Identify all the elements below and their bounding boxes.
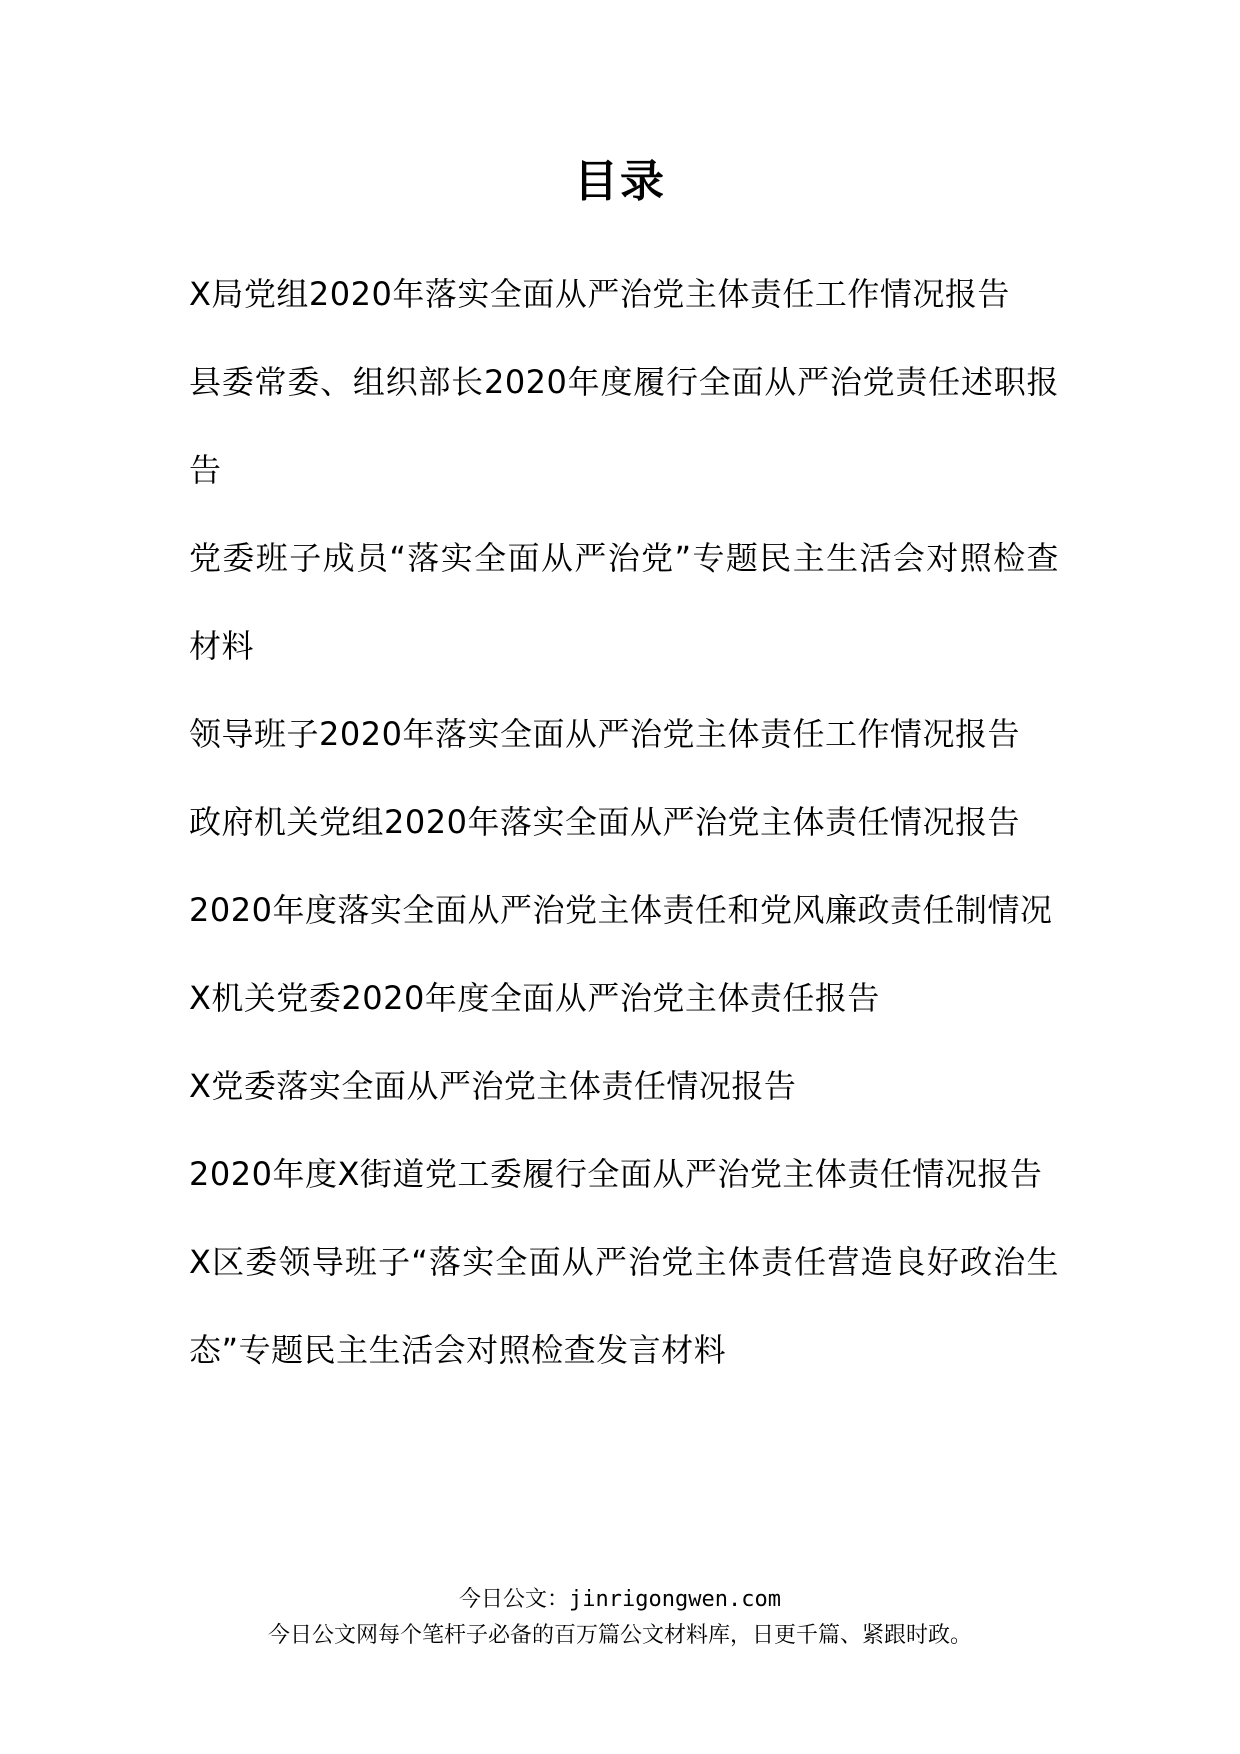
footer-site-label: 今日公文： [459,1587,570,1612]
page-title: 目录 [574,156,666,207]
toc-item[interactable]: 县委常委、组织部长2020年度履行全面从严治党责任述职报告 [189,363,1059,489]
footer-site-line [0,1582,1240,1618]
toc-item[interactable]: X局党组2020年落实全面从严治党主体责任工作情况报告 [189,275,1010,313]
toc-item[interactable]: 2020年度落实全面从严治党主体责任和党风廉政责任制情况 [189,891,1053,929]
footer [0,1582,1240,1654]
toc-item[interactable]: 领导班子2020年落实全面从严治党主体责任工作情况报告 [189,715,1020,753]
toc-item[interactable]: X党委落实全面从严治党主体责任情况报告 [189,1067,797,1105]
toc-item[interactable]: 2020年度X街道党工委履行全面从严治党主体责任情况报告 [189,1155,1043,1193]
footer-site-link[interactable]: jinrigongwen.com [569,1587,781,1612]
toc-item[interactable]: X机关党委2020年度全面从严治党主体责任报告 [189,979,880,1017]
toc-item[interactable]: 政府机关党组2020年落实全面从严治党主体责任情况报告 [189,803,1020,841]
toc-item[interactable]: 党委班子成员“落实全面从严治党”专题民主生活会对照检查材料 [189,539,1059,665]
table-of-contents [189,250,1059,1394]
toc-item[interactable]: X区委领导班子“落实全面从严治党主体责任营造良好政治生态”专题民主生活会对照检查发言材料 [189,1243,1059,1369]
footer-slogan: 今日公文网每个笔杆子必备的百万篇公文材料库，日更千篇、紧跟时政。 [267,1623,972,1648]
